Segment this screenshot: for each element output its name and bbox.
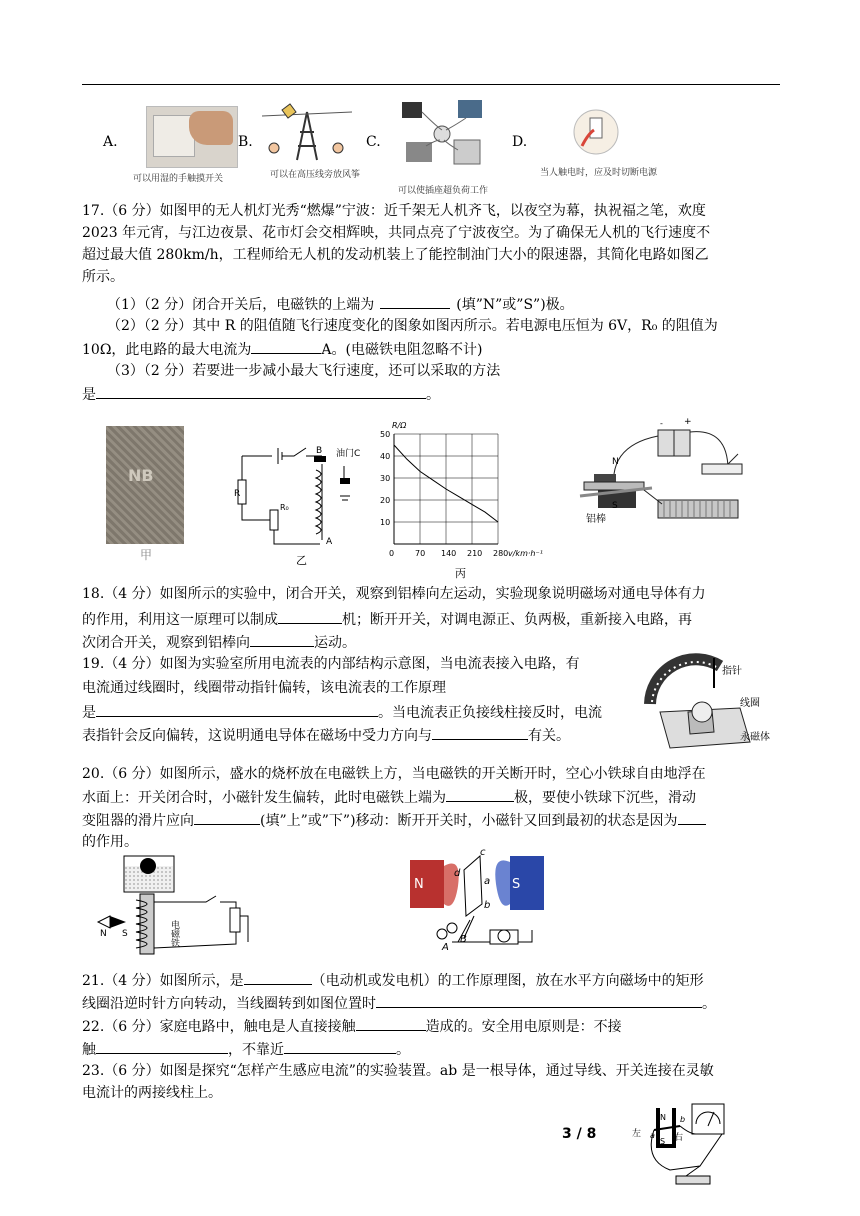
circuit-label-A: A: [326, 537, 333, 547]
q17-line4: 所示。: [82, 269, 124, 285]
fig20-S-label: S: [122, 929, 128, 939]
q18-line3-post: 运动。: [314, 635, 356, 651]
figure-yi-circuit: [232, 440, 362, 552]
q22-answer-blank-3[interactable]: [284, 1038, 396, 1054]
fig21-B-label: B: [460, 934, 467, 945]
option-c-label: C.: [366, 134, 381, 150]
q17-line2: 2023 年元宵，与江边夜景、花市灯会交相辉映，共同点亮了宁波夜空。为了确保无人机的飞行速度不: [82, 225, 711, 241]
fig23-N-label: N: [660, 1113, 666, 1122]
q23-line2: 电流计的两接线柱上。: [82, 1085, 222, 1101]
fig19-coil-label: 线圈: [740, 698, 760, 709]
fig19-magnet-label: 永磁体: [740, 732, 770, 743]
q19-answer-blank-1[interactable]: [96, 701, 378, 717]
q19-line4-post: 有关。: [528, 728, 570, 744]
q17-part1-post: (填”N”或”S”)极。: [456, 297, 574, 313]
figure-23-apparatus: [630, 1100, 734, 1200]
option-d-label: D.: [512, 134, 528, 150]
q17-part2-line1: （2）（2 分）其中 R 的阻值随飞行速度变化的图象如图丙所示。若电源电压恒为 6V，R₀ 的阻值为: [107, 318, 718, 334]
q17-part3-line1: （3）（2 分）若要进一步减小最大飞行速度，还可以采取的方法: [107, 363, 501, 379]
q21-line2-post: 。: [702, 996, 716, 1012]
fig18-rod-label: 铝棒: [586, 514, 606, 525]
q20-answer-blank-2[interactable]: [194, 809, 260, 825]
battery-minus: -: [660, 419, 663, 428]
q18-line3: [82, 631, 782, 654]
q17-line3: 超过最大值 280km/h，工程师给无人机的发动机装上了能控制油门大小的限速器，其简化电路如图乙: [82, 247, 709, 263]
q17-part1: [107, 293, 807, 316]
figure-jia-label: 甲: [140, 548, 153, 562]
q17-part2-line2: [82, 338, 782, 361]
q18-line3-pre: 次闭合开关，观察到铝棒向: [82, 635, 250, 651]
q18-line1: 18.（4 分）如图所示的实验中，闭合开关，观察到铝棒向左运动，实验现象说明磁场对通电导体有力: [82, 586, 706, 602]
fig21-c-label: c: [480, 847, 486, 858]
q19-line1: 19.（4 分）如图为实验室所用电流表的内部结构示意图，当电流表接入电路，有: [82, 656, 580, 672]
q21-answer-blank-1[interactable]: [244, 969, 312, 985]
q21-line2-pre: 线圈沿逆时针方向转动，当线圈转到如图位置时: [82, 996, 376, 1012]
q20-answer-blank-1[interactable]: [446, 786, 514, 802]
battery-plus: +: [684, 417, 692, 427]
q17-line1: 17.（6 分）如图甲的无人机灯光秀“燃爆”宁波：近千架无人机齐飞，以夜空为幕，执祝福之笔，欢度: [82, 203, 706, 219]
figure-20-beaker: [96, 852, 266, 962]
q21-answer-blank-2[interactable]: [376, 992, 702, 1008]
option-d-image: [566, 108, 626, 156]
chart-y-axis-label: R/Ω: [392, 421, 407, 430]
fig21-a-label: a: [484, 876, 491, 887]
q20-line4: 的作用。: [82, 834, 138, 850]
q20-line3-post: (填”上”或”下”)移动：断开开关时，小磁针又回到最初的状态是因为: [260, 813, 678, 829]
q22-line1-post: 造成的。安全用电原则是：不接: [425, 1019, 622, 1035]
fig21-d-label: d: [454, 868, 461, 879]
option-a-caption: 可以用湿的手触摸开关: [133, 174, 224, 184]
q20-line2-pre: 水面上：开关闭合时，小磁针发生偏转，此时电磁铁上端为: [82, 790, 446, 806]
q17-part3-line2: [82, 383, 782, 406]
q17-part3-pre: 是: [82, 387, 96, 403]
option-b-image: [262, 102, 352, 162]
q20-line3-pre: 变阻器的滑片应向: [82, 813, 194, 829]
figure-yi-label: 乙: [296, 554, 307, 567]
chart-y-tick-label: 20: [380, 496, 391, 505]
chart-y-tick-label: 40: [380, 452, 391, 461]
figure-bing-label: 丙: [455, 567, 466, 580]
q18-answer-blank-1[interactable]: [278, 608, 342, 624]
figure-19-ammeter: [640, 652, 780, 752]
page-number: 3 / 8: [562, 1126, 597, 1142]
option-b-caption: 可以在高压线旁放风筝: [270, 170, 361, 180]
fig18-S-label: S: [612, 501, 618, 511]
q23-line1: 23.（6 分）如图是探究“怎样产生感应电流”的实验装置。ab 是一根导体，通过导线、开关连接在灵敏: [82, 1063, 714, 1079]
q19-line3-pre: 是: [82, 705, 96, 721]
fig20-N-label: N: [100, 929, 107, 939]
q22-line2: [82, 1038, 782, 1061]
option-d-caption: 当人触电时，应及时切断电源: [540, 168, 658, 178]
q17-answer-blank-3[interactable]: [96, 383, 426, 399]
q21-line1: [82, 969, 782, 992]
q19-line2: 电流通过线圈时，线圈带动指针偏转，该电流表的工作原理: [82, 680, 446, 696]
circuit-label-R0: R₀: [280, 503, 289, 512]
q22-line2-mid: ，不靠近: [228, 1042, 284, 1058]
fig23-left-label: 左: [632, 1129, 642, 1139]
q20-line3: [82, 809, 782, 832]
q21-line2: [82, 992, 782, 1015]
fig20-em-label: 电磁铁: [169, 920, 179, 947]
q22-line1: [82, 1015, 782, 1038]
option-a-label: A.: [103, 134, 118, 150]
q18-answer-blank-2[interactable]: [250, 631, 314, 647]
figure-jia: [106, 426, 184, 544]
q20-line1: 20.（6 分）如图所示，盛水的烧杯放在电磁铁上方，当电磁铁的开关断开时，空心小铁球自由地浮在: [82, 766, 706, 782]
q22-line1-pre: 22.（6 分）家庭电路中，触电是人直接接触: [82, 1019, 356, 1035]
fig21-S-label: S: [512, 877, 521, 892]
chart-x-tick-label: 140: [441, 549, 457, 558]
chart-x-axis-label: v/km·h⁻¹: [508, 549, 543, 558]
fig21-A-label: A: [442, 942, 449, 952]
fig23-S-label: S: [660, 1137, 666, 1146]
option-c-caption: 可以使插座超负荷工作: [398, 186, 489, 196]
chart-x-tick-label: 70: [415, 549, 426, 558]
option-c-image: [396, 96, 492, 178]
chart-y-tick-label: 50: [380, 430, 391, 439]
fig21-b-label: b: [484, 900, 491, 911]
circuit-label-B: B: [316, 446, 323, 456]
fig23-b-label: b: [680, 1115, 686, 1124]
q18-line2: [82, 608, 782, 631]
q17-part1-pre: （1）（2 分）闭合开关后，电磁铁的上端为: [107, 297, 375, 313]
chart-y-tick-label: 30: [380, 474, 391, 483]
q20-answer-blank-3[interactable]: [678, 809, 706, 825]
q17-answer-blank-1[interactable]: [380, 293, 450, 309]
chart-y-tick-label: 10: [380, 518, 391, 527]
circuit-label-throttle: 油门C: [336, 449, 361, 459]
chart-x-tick-label: 0: [389, 549, 395, 558]
fig18-N-label: N: [612, 457, 619, 467]
q22-answer-blank-1[interactable]: [356, 1015, 426, 1031]
q18-line2-pre: 的作用，利用这一原理可以制成: [82, 612, 278, 628]
chart-x-tick-label: 210: [467, 549, 483, 558]
q17-part2-pre: 10Ω，此电路的最大电流为: [82, 342, 252, 358]
figure-bing-chart: [368, 414, 554, 564]
figure-21-generator: [404, 846, 552, 952]
q22-line2-pre: 触: [82, 1042, 96, 1058]
q22-answer-blank-2[interactable]: [96, 1038, 228, 1054]
q21-line1-pre: 21.（4 分）如图所示，是: [82, 973, 244, 989]
figure-jia-drone-text: NB: [128, 466, 154, 485]
option-a-image: [146, 106, 238, 168]
q19-line3-post: 。当电流表正负接线柱接反时，电流: [378, 705, 602, 721]
q21-line1-post: （电动机或发电机）的工作原理图，放在水平方向磁场中的矩形: [311, 973, 704, 989]
q20-line2-post: 极，要使小铁球下沉些，滑动: [514, 790, 696, 806]
header-rule: [82, 84, 780, 85]
q19-line4-pre: 表指针会反向偏转，这说明通电导体在磁场中受力方向与: [82, 728, 432, 744]
figure-18-apparatus: [578, 414, 774, 532]
q22-line2-post: 。: [396, 1042, 410, 1058]
q17-part2-post: A。(电磁铁电阻忽略不计): [321, 342, 483, 358]
fig21-N-label: N: [414, 877, 424, 892]
q18-line2-post: 机；断开开关，对调电源正、负两极，重新接入电路，再: [342, 612, 692, 628]
q20-line2: [82, 786, 782, 809]
q19-answer-blank-2[interactable]: [432, 724, 528, 740]
circuit-label-R: R: [234, 489, 241, 499]
fig23-right-label: 右: [674, 1133, 684, 1143]
option-b-label: B.: [238, 134, 253, 150]
fig19-pointer-label: 指针: [722, 666, 742, 677]
q17-part3-post: 。: [426, 387, 440, 403]
q17-answer-blank-2[interactable]: [251, 338, 321, 354]
chart-x-tick-label: 280: [493, 549, 509, 558]
fig23-a-label: a: [650, 1131, 655, 1140]
